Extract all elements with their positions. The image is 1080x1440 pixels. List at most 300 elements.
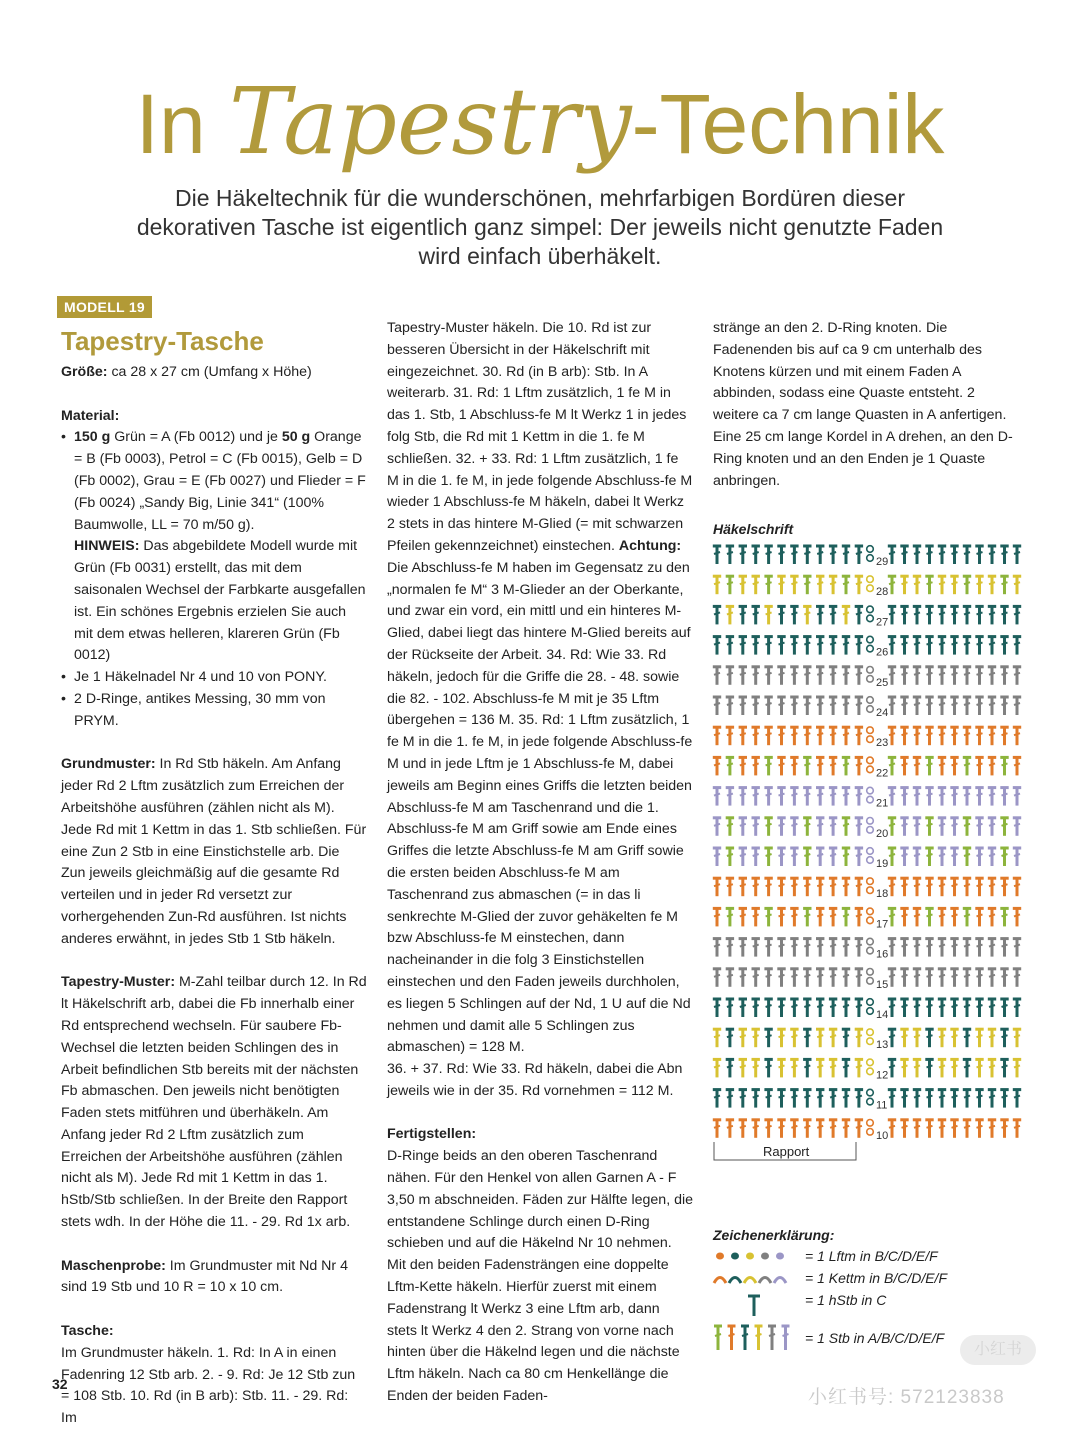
stitch-symbol: [1013, 788, 1021, 806]
stitch-symbol: [913, 727, 921, 745]
stitch-symbol: [855, 788, 863, 806]
fertigstellen-heading: Fertigstellen:: [387, 1126, 477, 1143]
stitch-symbol: [726, 546, 734, 564]
stitch-symbol: [790, 878, 798, 896]
rapport-label: Rapport: [763, 1144, 810, 1159]
stitch-symbol: [1000, 637, 1008, 655]
stitch-symbol: [816, 576, 824, 594]
stitch-symbol: [1013, 576, 1021, 594]
tasche-heading: Tasche:: [61, 1323, 114, 1340]
stitch-symbol: [777, 908, 785, 926]
stitch-symbol: [790, 1090, 798, 1108]
stitch-symbol: [803, 576, 811, 594]
round-start-marker: [867, 736, 874, 743]
stitch-symbol: [713, 939, 721, 957]
round-start-marker: [867, 1068, 874, 1075]
size-text: ca 28 x 27 cm (Umfang x Höhe): [107, 364, 312, 380]
stitch-symbol: [938, 1090, 946, 1108]
grund-text: In Rd Stb häkeln. Am Anfang jeder Rd 2 Lftm zusätzlich zum Erreichen der Arbeitshöhe ausführen (zählen nicht als M). Jede Rd mit 1 Kettm in das 1. Stb schließen. Für eine Zun 2 Stb in eine Einstichstelle arb. Die Zun jeweils gleichmäßig auf die gesamte Rd verteilen und in jeder Rd versetzt zur vorhergehenden Zun-Rd ausführen. Ist nichts anderes erwähnt, in jedes Stb 1 Stb häkeln.: [61, 756, 367, 947]
stitch-symbol: [726, 999, 734, 1017]
kettm-symbol: [744, 1278, 756, 1284]
stitch-symbol: [988, 1029, 996, 1047]
stitch-symbol: [963, 697, 971, 715]
probe-text: Im Grundmuster mit Nd Nr 4 sind 19 Stb und 10 R = 10 x 10 cm.: [61, 1257, 348, 1296]
stitch-symbol: [855, 969, 863, 987]
stitch-symbol: [938, 546, 946, 564]
stitch-symbol: [900, 969, 908, 987]
stitch-symbol: [713, 1090, 721, 1108]
stitch-symbol: [777, 969, 785, 987]
stitch-symbol: [950, 576, 958, 594]
stitch-symbol: [790, 999, 798, 1017]
stitch-symbol: [1000, 1029, 1008, 1047]
tapestry-paragraph: [61, 972, 367, 1234]
stitch-symbol: [739, 969, 747, 987]
stitch-symbol: [764, 818, 772, 836]
stitch-symbol: [739, 637, 747, 655]
stitch-symbol: [855, 1029, 863, 1047]
stitch-symbol: [790, 1120, 798, 1138]
stitch-symbol: [888, 939, 896, 957]
tasche-paragraph: Im Grundmuster häkeln. 1. Rd: In A in einen Fadenring 12 Stb arb. 2. - 9. Rd: Je 12 Stb zun = 108 Stb. 10. Rd (in B arb): Stb. 11. - 29. Rd: Im: [61, 1344, 356, 1427]
stitch-symbol: [855, 1090, 863, 1108]
stitch-symbol: [816, 999, 824, 1017]
stitch-symbol: [829, 999, 837, 1017]
stitch-symbol: [1000, 576, 1008, 594]
stitch-symbol: [950, 546, 958, 564]
stitch-symbol: [752, 1029, 760, 1047]
stitch-symbol: [963, 576, 971, 594]
stitch-symbol: [842, 546, 850, 564]
stitch-symbol: [726, 667, 734, 685]
stitch-symbol: [1000, 878, 1008, 896]
stitch-symbol: [739, 546, 747, 564]
stitch-symbol: [764, 697, 772, 715]
stitch-symbol: [764, 546, 772, 564]
stitch-symbol: [900, 1090, 908, 1108]
stitch-symbol: [803, 697, 811, 715]
grund-label: Grundmuster:: [61, 756, 156, 773]
stitch-symbol: [752, 606, 760, 624]
stitch-symbol: [950, 999, 958, 1017]
stitch-symbol: [1013, 1059, 1021, 1077]
stitch-symbol: [1000, 727, 1008, 745]
stitch-symbol: [925, 1120, 933, 1138]
stitch-symbol: [975, 999, 983, 1017]
stitch-symbol: [764, 1059, 772, 1077]
stitch-symbol: [726, 788, 734, 806]
stitch-symbol: [855, 697, 863, 715]
stitch-symbol: [900, 637, 908, 655]
stitch-symbol: [1013, 727, 1021, 745]
stitch-symbol: [829, 667, 837, 685]
stitch-symbol: [900, 908, 908, 926]
stitch-symbol: [803, 1120, 811, 1138]
stitch-symbol: [752, 667, 760, 685]
stitch-symbol: [1000, 999, 1008, 1017]
stitch-symbol: [975, 697, 983, 715]
round-start-marker: [867, 757, 874, 764]
stitch-symbol: [988, 1120, 996, 1138]
stitch-symbol: [975, 818, 983, 836]
stitch-symbol: [1013, 818, 1021, 836]
round-start-marker: [867, 727, 874, 734]
material-item-3: • 2 D-Ringe, antikes Messing, 30 mm von PRYM.: [61, 689, 367, 733]
stitch-symbol: [900, 727, 908, 745]
stitch-symbol: [913, 637, 921, 655]
stitch-symbol: [900, 1059, 908, 1077]
stitch-symbol: [888, 637, 896, 655]
hint-text: Das abgebildete Modell wurde mit Grün (Fb 0031) erstellt, das mit dem saisonalen Wechsel der Farbkarte ausgefallen ist. Ein schönes Ergebnis erzielen Sie auch mit dem etwas helleren, klareren Grün (Fb 0012): [74, 538, 366, 664]
stitch-symbol: [988, 637, 996, 655]
stitch-symbol: [816, 1090, 824, 1108]
stitch-symbol: [963, 727, 971, 745]
instr-text-1: Tapestry-Muster häkeln. Die 10. Rd ist zur besseren Übersicht in der Häkelschrift mit eingezeichnet. 30. Rd (in B arb): Stb. In A weiterarb. 31. Rd: 1 Lftm zusätzlich, 1 fe M in das 1. Stb, 1 Abschluss-fe M lt Werkz 1 in jedes folg Stb, die Rd mit 1 Kettm in die 1. fe M schließen. 32. + 33. Rd: 1 Lftm zusätzlich, 1 fe M in die 1. fe M, in jede folgende Abschluss-fe M wieder 1 Abschluss-fe M häkeln, dabei lt Werkz 2 stets in das hintere M-Glied (= mit schwarzen Pfeilen gekennzeichnet) einstechen.: [387, 320, 693, 554]
stitch-symbol: [739, 1120, 747, 1138]
legend-title: Zeichenerklärung:: [713, 1227, 835, 1243]
stb-symbol: [728, 1326, 736, 1350]
stitch-symbol: [900, 606, 908, 624]
stitch-symbol: [777, 999, 785, 1017]
mat3-text: 2 D-Ringe, antikes Messing, 30 mm von PRYM.: [74, 690, 326, 729]
stitch-symbol: [842, 727, 850, 745]
round-start-marker: [867, 645, 874, 652]
stitch-symbol: [913, 576, 921, 594]
stitch-symbol: [938, 576, 946, 594]
stitch-symbol: [925, 576, 933, 594]
stitch-symbol: [925, 757, 933, 775]
stitch-symbol: [888, 727, 896, 745]
stitch-symbol: [963, 606, 971, 624]
kettm-symbol: [729, 1278, 741, 1284]
stitch-symbol: [726, 908, 734, 926]
stitch-symbol: [975, 1029, 983, 1047]
stb-symbol: [768, 1326, 776, 1350]
round-number: 26: [876, 646, 889, 659]
stitch-symbol: [1013, 1120, 1021, 1138]
mat1-amount-2: 50 g: [281, 429, 311, 446]
stitch-symbol: [1000, 848, 1008, 866]
stitch-symbol: [816, 637, 824, 655]
stitch-symbol: [1013, 969, 1021, 987]
stitch-symbol: [950, 1029, 958, 1047]
stitch-symbol: [726, 637, 734, 655]
stitch-symbol: [938, 788, 946, 806]
stitch-symbol: [842, 606, 850, 624]
stitch-symbol: [752, 908, 760, 926]
stitch-symbol: [790, 606, 798, 624]
round-start-marker: [867, 818, 874, 825]
stitch-symbol: [739, 1059, 747, 1077]
stitch-symbol: [1013, 697, 1021, 715]
stitch-symbol: [975, 576, 983, 594]
stitch-symbol: [713, 576, 721, 594]
stitch-symbol: [816, 848, 824, 866]
stitch-symbol: [713, 727, 721, 745]
stitch-symbol: [829, 788, 837, 806]
stitch-symbol: [938, 667, 946, 685]
stitch-symbol: [913, 788, 921, 806]
stitch-symbol: [963, 757, 971, 775]
stitch-symbol: [925, 999, 933, 1017]
stitch-symbol: [777, 1120, 785, 1138]
stitch-symbol: [842, 1059, 850, 1077]
stitch-symbol: [829, 969, 837, 987]
stitch-symbol: [1000, 908, 1008, 926]
round-start-marker: [867, 1129, 874, 1136]
stitch-symbol: [1000, 969, 1008, 987]
stitch-symbol: [1000, 1120, 1008, 1138]
stitch-symbol: [975, 1120, 983, 1138]
stitch-symbol: [842, 697, 850, 715]
material-heading: Material:: [61, 407, 120, 424]
stitch-symbol: [739, 757, 747, 775]
round-number: 24: [876, 707, 889, 719]
crochet-chart: [708, 540, 1038, 1180]
stitch-symbol: [829, 878, 837, 896]
stitch-symbol: [777, 606, 785, 624]
stitch-symbol: [888, 1059, 896, 1077]
stitch-symbol: [938, 939, 946, 957]
stitch-symbol: [777, 727, 785, 745]
stitch-symbol: [790, 969, 798, 987]
stitch-symbol: [925, 969, 933, 987]
stitch-symbol: [888, 546, 896, 564]
stitch-symbol: [1013, 1090, 1021, 1108]
stitch-symbol: [925, 908, 933, 926]
round-start-marker: [867, 887, 874, 894]
stitch-symbol: [816, 667, 824, 685]
kettm-symbol: [759, 1278, 771, 1284]
stitch-symbol: [900, 999, 908, 1017]
stitch-symbol: [925, 727, 933, 745]
stitch-symbol: [1013, 848, 1021, 866]
round-start-marker: [867, 947, 874, 954]
stitch-symbol: [1013, 999, 1021, 1017]
stitch-symbol: [764, 999, 772, 1017]
page-title: [0, 68, 1080, 175]
round-start-marker: [867, 697, 874, 704]
stitch-symbol: [988, 1090, 996, 1108]
stitch-symbol: [816, 878, 824, 896]
stitch-symbol: [842, 818, 850, 836]
stitch-symbol: [842, 637, 850, 655]
stitch-symbol: [913, 939, 921, 957]
round-number: 25: [876, 676, 889, 689]
stitch-symbol: [726, 606, 734, 624]
stitch-symbol: [726, 969, 734, 987]
stitch-symbol: [900, 848, 908, 866]
stitch-symbol: [803, 999, 811, 1017]
stitch-symbol: [938, 818, 946, 836]
stitch-symbol: [975, 969, 983, 987]
stitch-symbol: [975, 667, 983, 685]
title-part-2: -Technik: [631, 77, 945, 171]
stitch-symbol: [888, 576, 896, 594]
column-1: [61, 362, 367, 1430]
round-start-marker: [867, 1038, 874, 1045]
stitch-symbol: [888, 697, 896, 715]
stitch-symbol: [803, 1059, 811, 1077]
stitch-symbol: [842, 667, 850, 685]
stitch-symbol: [913, 878, 921, 896]
stitch-symbol: [842, 1120, 850, 1138]
stitch-symbol: [1000, 757, 1008, 775]
grundmuster-paragraph: [61, 754, 367, 950]
stitch-symbol: [752, 576, 760, 594]
stb-symbol: [782, 1326, 790, 1350]
round-start-marker: [867, 878, 874, 885]
round-number: 27: [876, 616, 889, 629]
stitch-symbol: [938, 1059, 946, 1077]
stitch-symbol: [713, 606, 721, 624]
round-start-marker: [867, 978, 874, 985]
stitch-symbol: [713, 697, 721, 715]
stitch-symbol: [764, 908, 772, 926]
stitch-symbol: [803, 546, 811, 564]
stitch-symbol: [1013, 667, 1021, 685]
stitch-symbol: [803, 788, 811, 806]
stitch-symbol: [913, 1029, 921, 1047]
stitch-symbol: [855, 576, 863, 594]
stitch-symbol: [790, 908, 798, 926]
lftm-symbol: [731, 1253, 739, 1260]
stitch-symbol: [913, 606, 921, 624]
stitch-symbol: [963, 969, 971, 987]
column-3: [713, 318, 1023, 492]
round-start-marker: [867, 969, 874, 976]
round-start-marker: [867, 1098, 874, 1105]
stitch-symbol: [726, 848, 734, 866]
round-start-marker: [867, 706, 874, 713]
stitch-symbol: [913, 969, 921, 987]
stitch-symbol: [739, 999, 747, 1017]
stitch-symbol: [829, 939, 837, 957]
column-2: [387, 318, 693, 1408]
legend-item-stb: = 1 Stb in A/B/C/D/E/F: [805, 1330, 945, 1346]
stitch-symbol: [963, 667, 971, 685]
achtung-label: Achtung:: [618, 537, 682, 554]
stitch-symbol: [764, 969, 772, 987]
stitch-symbol: [790, 818, 798, 836]
stitch-symbol: [816, 939, 824, 957]
stitch-symbol: [925, 697, 933, 715]
round-number: 16: [876, 948, 889, 961]
round-number: 28: [876, 586, 889, 599]
round-start-marker: [867, 1008, 874, 1015]
title-part-1: In: [135, 77, 230, 171]
stitch-symbol: [726, 576, 734, 594]
pattern-title: Tapestry-Tasche: [61, 326, 264, 356]
stitch-symbol: [790, 667, 798, 685]
stitch-symbol: [816, 969, 824, 987]
stitch-symbol: [988, 999, 996, 1017]
finishing-paragraph: stränge an den 2. D-Ring knoten. Die Fadenenden bis auf ca 9 cm unterhalb des Knotens kürzen und mit einem Faden A abbinden, sodass eine Quaste entsteht. 2 weitere ca 7 cm lange Quasten in A anfertigen. Eine 25 cm lange Kordel in A drehen, an den D-Ring knoten und an den Enden je 1 Quaste anbringen.: [713, 320, 1013, 489]
stitch-symbol: [913, 667, 921, 685]
stitch-symbol: [790, 576, 798, 594]
stitch-symbol: [913, 757, 921, 775]
material-item-1: • 150 g Grün = A (Fb 0012) und je 50 g Orange = B (Fb 0003), Petrol = C (Fb 0015), Gelb = D (Fb 0002), Grau = E (Fb 0027) und Flieder = F (Fb 0024) „Sandy Big, Linie 341“ (100% Baumwolle, LL = 70 m/50 g).: [61, 429, 366, 533]
round-start-marker: [867, 676, 874, 683]
stitch-symbol: [925, 637, 933, 655]
stitch-symbol: [1000, 939, 1008, 957]
legend-item-lftm: = 1 Lftm in B/C/D/E/F: [805, 1248, 938, 1264]
stitch-symbol: [925, 606, 933, 624]
stitch-symbol: [713, 878, 721, 896]
stitch-symbol: [888, 848, 896, 866]
round-start-marker: [867, 787, 874, 794]
stitch-symbol: [938, 848, 946, 866]
stitch-symbol: [950, 727, 958, 745]
kettm-symbol: [714, 1278, 726, 1284]
intro-text: Die Häkeltechnik für die wunderschönen, mehrfarbigen Bordüren dieser dekorativen Tasche ist eigentlich ganz simpel: Der jeweils nicht genutzte Faden wird einfach überhäkelt.: [136, 185, 944, 269]
stitch-symbol: [803, 878, 811, 896]
stitch-symbol: [1013, 1029, 1021, 1047]
stitch-symbol: [726, 697, 734, 715]
stitch-symbol: [900, 939, 908, 957]
stitch-symbol: [842, 757, 850, 775]
stitch-symbol: [988, 818, 996, 836]
round-number: 21: [876, 797, 889, 810]
stitch-symbol: [739, 727, 747, 745]
round-start-marker: [867, 1059, 874, 1066]
stitch-symbol: [1013, 908, 1021, 926]
round-start-marker: [867, 1029, 874, 1036]
round-number: 15: [876, 978, 889, 991]
round-start-marker: [867, 576, 874, 583]
round-start-marker: [867, 585, 874, 592]
stitch-symbol: [790, 1029, 798, 1047]
legend-item-hstb: = 1 hStb in C: [805, 1292, 887, 1308]
instr-text-2: Die Abschluss-fe M haben im Gegensatz zu den „normalen fe M“ 3 M-Glieder an der Oberkante, und zwar ein vord, ein mittl und ein hinteres M-Glied, dabei liegt das hintere M-Glied bereits auf der Rückseite der Arbeit. 34. Rd: Wie 33. Rd häkeln, jedoch für die Griffe die 28. - 48. sowie die 82. - 102. Abschluss-fe M mit je 35 Lftm übergehen = 136 M. 35. Rd: 1 Lftm zusätzlich, 1 fe M in die 1. fe M, in jede folgende Abschluss-fe M und in jede Lftm je 1 Abschluss-fe M, dabei jeweils am Beginn eines Griffs die letzten beiden Abschluss-fe M am Taschenrand und die 1. Abschluss-fe M am Griff sowie am Ende eines Griffes die letzte Abschluss-fe M am Griff sowie die ersten beiden Abschluss-fe M am Taschenrand zus abmaschen (= in das li senkrechte M-Glied der zuvor gehäkelten fe M bzw Abschluss-fe M einstechen, dann nacheinander in die folg 3 Einstichstellen einstechen und den Faden jeweils durchholen, es liegen 5 Schlingen auf der Nd, 1 U auf die Nd nehmen und damit alle 5 Schlingen zus abmaschen) = 128 M.: [387, 559, 693, 1056]
stitch-symbol: [842, 939, 850, 957]
round-number: 19: [876, 858, 889, 870]
stitch-symbol: [752, 848, 760, 866]
stitch-symbol: [713, 908, 721, 926]
stitch-symbol: [938, 969, 946, 987]
stitch-symbol: [975, 546, 983, 564]
lftm-symbol: [746, 1253, 754, 1260]
stitch-symbol: [803, 848, 811, 866]
round-start-marker: [867, 615, 874, 622]
hint-paragraph: [61, 536, 367, 667]
lftm-symbol: [716, 1253, 724, 1260]
stitch-symbol: [739, 1029, 747, 1047]
stitch-symbol: [938, 999, 946, 1017]
stitch-symbol: [816, 818, 824, 836]
stitch-symbol: [963, 1059, 971, 1077]
stitch-symbol: [975, 1090, 983, 1108]
round-start-marker: [867, 917, 874, 924]
round-start-marker: [867, 546, 874, 553]
stitch-symbol: [1000, 546, 1008, 564]
title-script-word: Tapestry: [229, 68, 632, 175]
stitch-symbol: [888, 757, 896, 775]
stitch-symbol: [842, 1029, 850, 1047]
stitch-symbol: [855, 637, 863, 655]
stitch-symbol: [950, 818, 958, 836]
stitch-symbol: [950, 878, 958, 896]
stitch-symbol: [1013, 939, 1021, 957]
stitch-symbol: [925, 788, 933, 806]
stitch-symbol: [777, 1029, 785, 1047]
stitch-symbol: [950, 1120, 958, 1138]
hstb-symbol: [748, 1296, 760, 1316]
stitch-symbol: [855, 546, 863, 564]
stitch-symbol: [726, 727, 734, 745]
stitch-symbol: [829, 1029, 837, 1047]
stitch-symbol: [888, 1029, 896, 1047]
